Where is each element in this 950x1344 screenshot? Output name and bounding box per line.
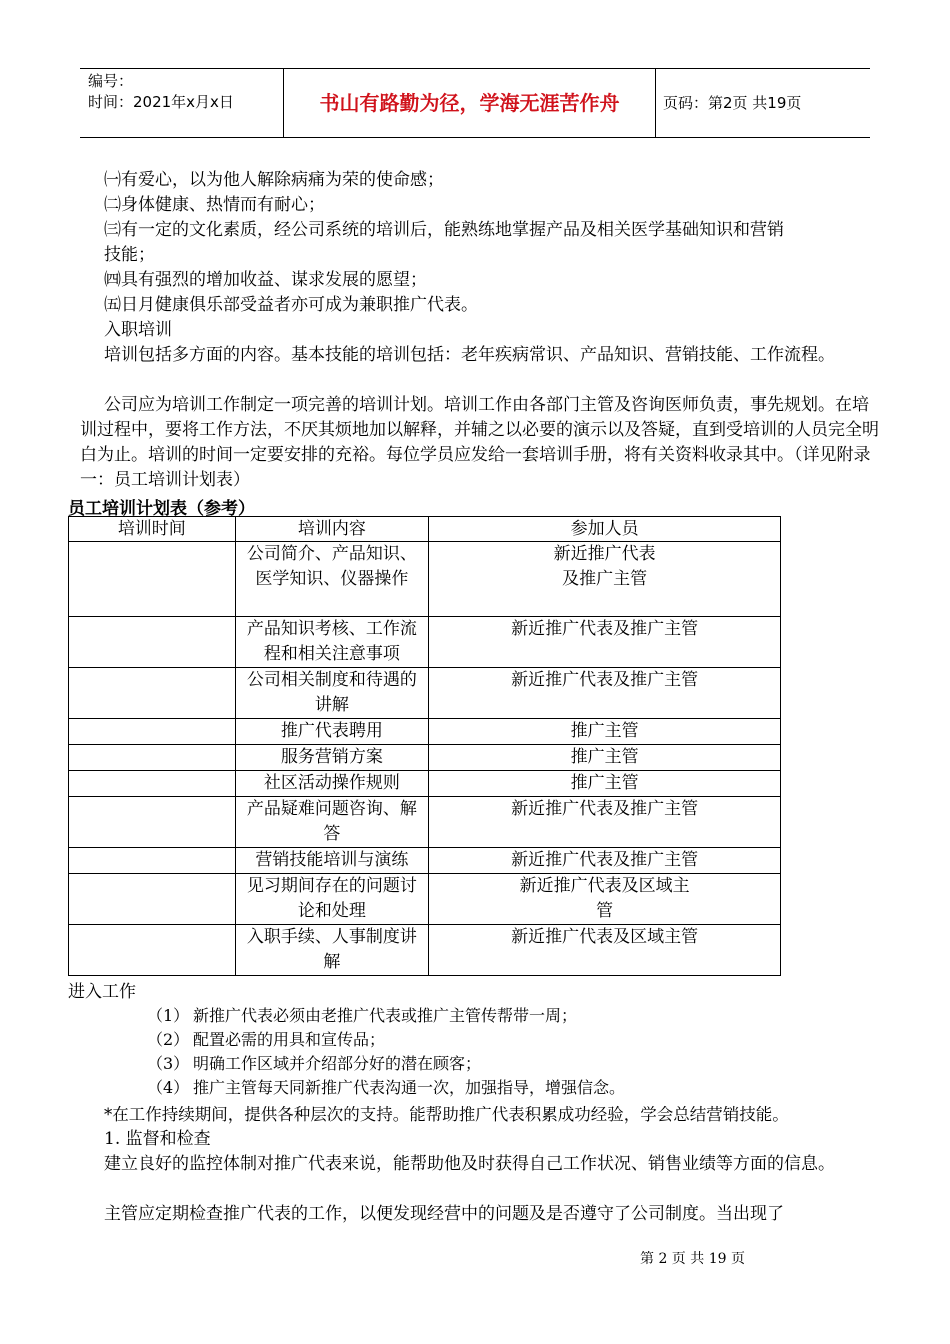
cell-people: 推广主管: [429, 745, 781, 771]
cell-people: 推广主管: [429, 719, 781, 745]
list-item: （4） 推广主管每天同新推广代表沟通一次，加强指导，增强信念。: [147, 1078, 626, 1097]
table-row: [69, 745, 781, 771]
table-row: [69, 925, 781, 976]
table-row: [69, 668, 781, 719]
number-label: 编号：: [88, 72, 134, 90]
cell-people: 新近推广代表及推广主管: [429, 617, 781, 668]
cell-content: 公司简介、产品知识、医学知识、仪器操作: [235, 542, 429, 617]
cell-time: [69, 617, 236, 668]
table-row: [69, 542, 781, 617]
cell-time: [69, 745, 236, 771]
paragraph-training-content: 培训包括多方面的内容。基本技能的培训包括：老年疾病常识、产品知识、营销技能、工作流程。: [104, 345, 835, 365]
cell-time: [69, 797, 236, 848]
support-note: *在工作持续期间，提供各种层次的支持。能帮助推广代表积累成功经验，学会总结营销技能。: [104, 1105, 789, 1124]
section-supervision-heading: 1. 监督和检查: [104, 1129, 211, 1149]
col-header-content: 培训内容: [235, 517, 429, 542]
cell-time: [69, 542, 236, 617]
table-row: [69, 797, 781, 848]
cell-content: 社区活动操作规则: [235, 771, 429, 797]
cell-content: 产品疑难问题咨询、解答: [235, 797, 429, 848]
table-row: [69, 874, 781, 925]
requirement-4: ㈣具有强烈的增加收益、谋求发展的愿望；: [104, 270, 427, 290]
paragraph-inspection: 主管应定期检查推广代表的工作，以便发现经营中的问题及是否遵守了公司制度。当出现了: [104, 1204, 784, 1224]
list-item: （1） 新推广代表必须由老推广代表或推广主管传帮带一周；: [147, 1006, 578, 1025]
table-row: [69, 848, 781, 874]
cell-content: 产品知识考核、工作流程和相关注意事项: [235, 617, 429, 668]
cell-time: [69, 771, 236, 797]
cell-time: [69, 848, 236, 874]
cell-people: 新近推广代表及推广主管: [429, 668, 781, 719]
page-footer: 第 2 页 共 19 页: [640, 1251, 745, 1267]
cell-people: 推广主管: [429, 771, 781, 797]
cell-time: [69, 925, 236, 976]
cell-people: 新近推广代表及区域主管: [429, 925, 781, 976]
cell-people: 新近推广代表及推广主管: [429, 848, 781, 874]
requirement-2: ㈡身体健康、热情而有耐心；: [104, 195, 325, 215]
col-header-people: 参加人员: [429, 517, 781, 542]
paragraph-training-plan: 公司应为培训工作制定一项完善的培训计划。培训工作由各部门主管及咨询医师负责，事先规划。在培训过程中，要将工作方法，不厌其烦地加以解释，并辅之以必要的演示以及答疑，直到受培训的人员完全明白为止。培训的时间一定要安排的充裕。每位学员应发给一套培训手册，将有关资料收录其中。（详见附录一：员工培训计划表）: [80, 395, 879, 490]
requirement-3-cont: 技能；: [104, 245, 155, 265]
section-onboarding-heading: 入职培训: [104, 320, 172, 340]
requirement-1: ㈠有爱心，以为他人解除病痛为荣的使命感；: [104, 170, 444, 190]
cell-time: [69, 719, 236, 745]
cell-content: 推广代表聘用: [235, 719, 429, 745]
col-header-time: 培训时间: [69, 517, 236, 542]
cell-content: 公司相关制度和待遇的讲解: [235, 668, 429, 719]
table-title: 员工培训计划表（参考）: [68, 499, 255, 519]
header-page-info: 页码：第2页 共19页: [663, 94, 802, 112]
list-item: （2） 配置必需的用具和宣传品；: [147, 1030, 386, 1049]
cell-content: 营销技能培训与演练: [235, 848, 429, 874]
cell-time: [69, 668, 236, 719]
cell-time: [69, 874, 236, 925]
paragraph-monitoring: 建立良好的监控体制对推广代表来说，能帮助他及时获得自己工作状况、销售业绩等方面的信息。: [104, 1154, 835, 1174]
header-meta: [88, 71, 288, 113]
cell-people: 新近推广代表及推广主管: [429, 542, 781, 617]
table-row: [69, 771, 781, 797]
section-work-heading: 进入工作: [68, 982, 136, 1002]
table-row: [69, 719, 781, 745]
header-motto: 书山有路勤为径，学海无涯苦作舟: [283, 69, 656, 137]
table-row: [69, 617, 781, 668]
cell-people: 新近推广代表及区域主管: [429, 874, 781, 925]
table-header-row: [69, 517, 781, 542]
list-item: （3） 明确工作区域并介绍部分好的潜在顾客；: [147, 1054, 482, 1073]
date-label: 时间：2021年x月x日: [88, 93, 234, 111]
page-header: [80, 68, 870, 138]
requirement-3: ㈢有一定的文化素质，经公司系统的培训后，能熟练地掌握产品及相关医学基础知识和营销: [104, 220, 784, 240]
cell-content: 见习期间存在的问题讨论和处理: [235, 874, 429, 925]
training-plan-table: [68, 516, 781, 976]
cell-people: 新近推广代表及推广主管: [429, 797, 781, 848]
requirement-5: ㈤日月健康俱乐部受益者亦可成为兼职推广代表。: [104, 295, 478, 315]
cell-content: 入职手续、人事制度讲解: [235, 925, 429, 976]
cell-content: 服务营销方案: [235, 745, 429, 771]
